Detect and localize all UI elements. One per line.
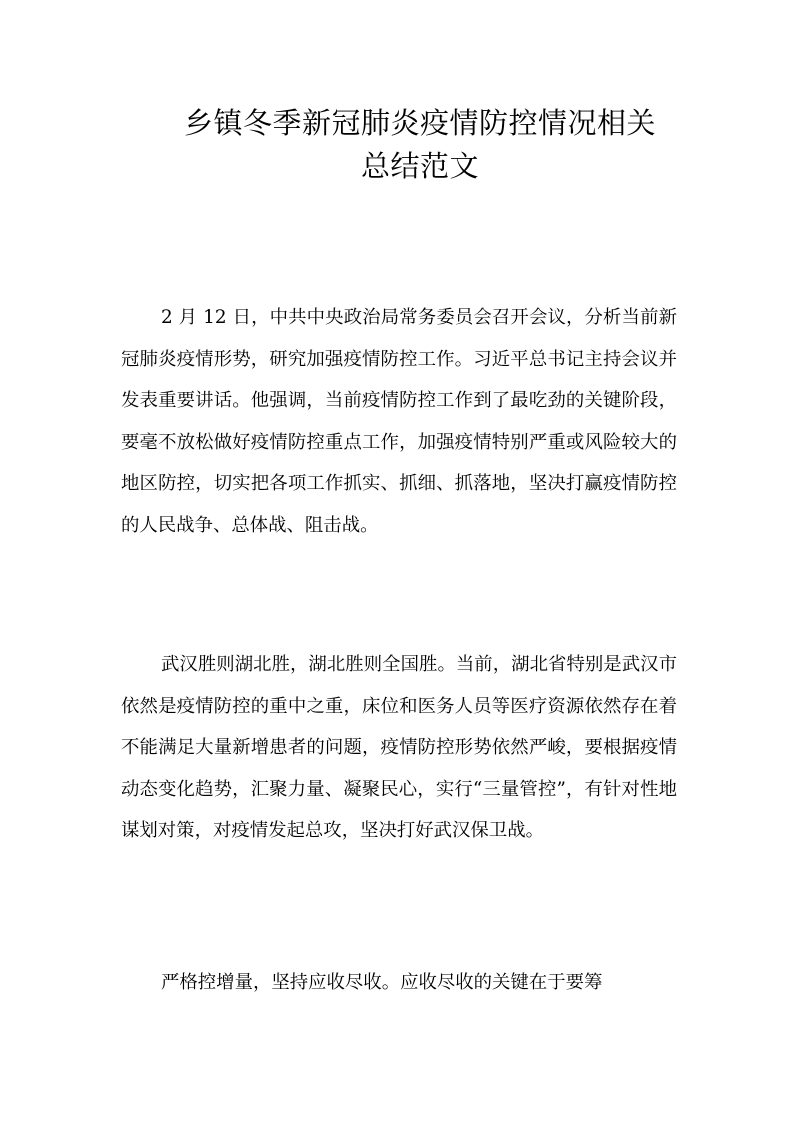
- document-title-line-1: 乡镇冬季新冠肺炎疫情防控情况相关: [183, 106, 656, 140]
- paragraph-3: 严格控增量，坚持应收尽收。应收尽收的关键在于要筹: [161, 972, 603, 993]
- paragraph-1: 2 月 12 日，中共中央政治局常务委员会召开会议，分析当前新冠肺炎疫情形势，研究加强疫情防控工作。习近平总书记主持会议并发表重要讲话。他强调，当前疫情防控工作到了最吃劲的关键阶段，要毫不放松做好疫情防控重点工作，加强疫情特别严重或风险较大的地区防控，切实把各项工作抓实、抓细、抓落地，坚决打赢疫情防控的人民战争、总体战、阻击战。: [121, 307, 677, 536]
- document-title-line-2: 总结范文: [360, 149, 479, 183]
- paragraph-2: 武汉胜则湖北胜，湖北胜则全国胜。当前，湖北省特别是武汉市依然是疫情防控的重中之重，床位和医务人员等医疗资源依然存在着不能满足大量新增患者的问题，疫情防控形势依然严峻，要根据疫情动态变化趋势，汇聚力量、凝聚民心，实行“三量管控”，有针对性地谋划对策，对疫情发起总攻，坚决打好武汉保卫战。: [121, 654, 677, 841]
